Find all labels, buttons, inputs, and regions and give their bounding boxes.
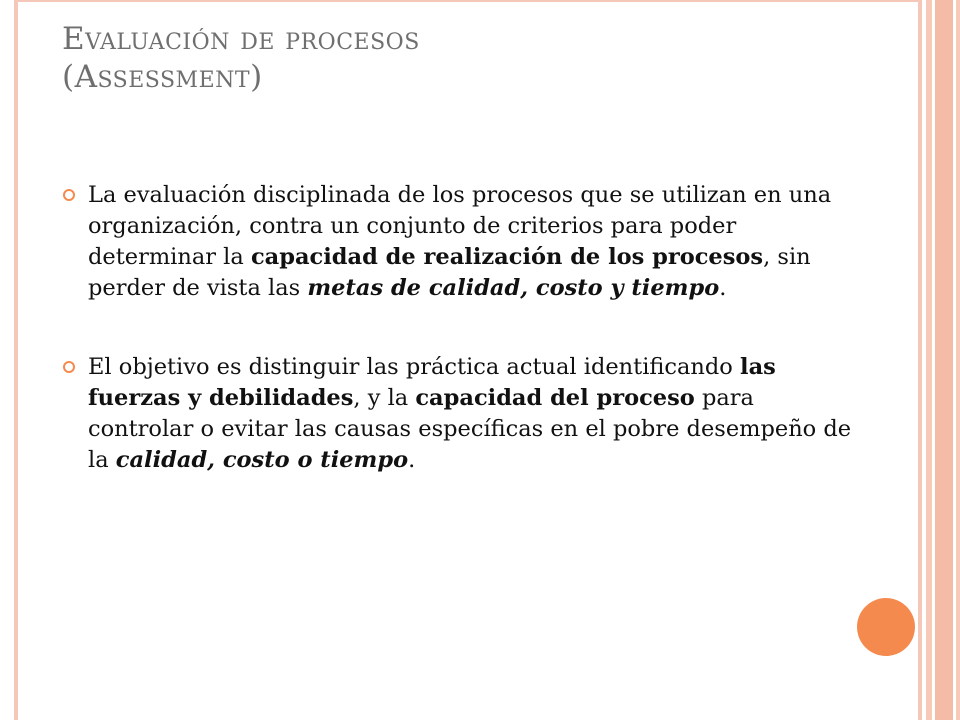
slide-title xyxy=(62,20,902,96)
bullet-item xyxy=(62,180,862,304)
orange-circle-icon xyxy=(857,598,915,656)
bullet-text-plain: , y la xyxy=(353,385,416,411)
bullet-text-plain: El objetivo es distinguir las práctica actual identificando xyxy=(88,354,741,380)
slide-title-line-1: Evaluación de procesos xyxy=(62,21,420,57)
bullet-text xyxy=(88,354,851,473)
bullet-text-plain: para controlar o evitar las causas específicas en el pobre desempeño de la xyxy=(88,385,852,473)
bullet-text-bold: las fuerzas y debilidades xyxy=(88,354,776,411)
bullet-text-plain: . xyxy=(408,447,416,473)
bullet-text-plain: , sin perder de vista las xyxy=(88,244,811,301)
bullet-text-bold: capacidad del proceso xyxy=(415,385,695,411)
decorative-right-stripes xyxy=(922,0,960,720)
slide-title-line-2: (Assessment) xyxy=(62,59,263,95)
slide-frame-left-line xyxy=(14,0,18,720)
bullet-item xyxy=(62,352,862,476)
bullet-text-bold-italic: calidad, costo o tiempo xyxy=(115,447,409,473)
slide-frame-top-line xyxy=(14,0,918,2)
bullet-list xyxy=(62,180,862,476)
bullet-text-bold: capacidad de realización de los procesos xyxy=(250,244,764,270)
bullet-text-plain: . xyxy=(719,275,727,301)
bullet-text-plain: La evaluación disciplinada de los procesos que se utilizan en una organización, contra un conjunto de criterios para poder determinar la xyxy=(88,182,832,270)
circle-bullet-icon xyxy=(62,360,76,374)
bullet-text xyxy=(88,182,831,301)
circle-bullet-icon xyxy=(62,188,76,202)
bullet-text-bold-italic: metas de calidad, costo y tiempo xyxy=(307,275,720,301)
